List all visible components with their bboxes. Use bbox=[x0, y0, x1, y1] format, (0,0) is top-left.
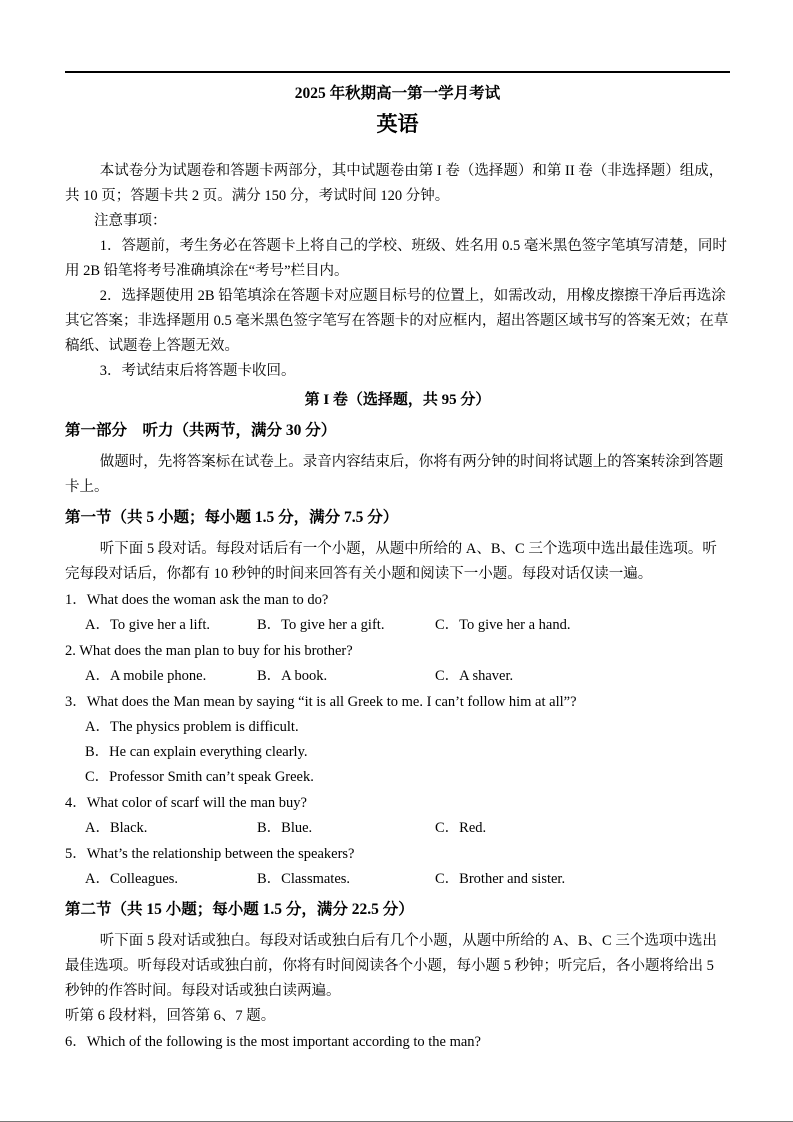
exam-title: 2025 年秋期高一第一学月考试 bbox=[294, 85, 501, 102]
question-text: 2. What does the man plan to buy for his brother? bbox=[65, 643, 353, 659]
part1-intro: 做题时，先将答案标在试卷上。录音内容结束后，你将有两分钟的时间将试题上的答案转涂到答题卡上。 bbox=[65, 454, 724, 495]
option: C．A shaver. bbox=[435, 668, 514, 684]
question-block bbox=[65, 588, 730, 638]
question-block bbox=[65, 791, 730, 841]
question-block bbox=[65, 639, 730, 689]
option: C．Brother and sister. bbox=[435, 871, 566, 887]
option: B．A book. bbox=[257, 668, 328, 684]
question-text: 1．What does the woman ask the man to do? bbox=[65, 592, 329, 608]
subject-title: 英语 bbox=[376, 112, 419, 136]
option: B．Blue. bbox=[257, 820, 313, 836]
option: A．Colleagues. bbox=[85, 871, 179, 887]
question-options bbox=[65, 613, 730, 638]
question-options bbox=[65, 867, 730, 892]
option: C．To give her a hand. bbox=[435, 617, 571, 633]
question-list bbox=[65, 588, 730, 892]
top-rule bbox=[65, 71, 730, 73]
question-options bbox=[65, 715, 730, 790]
question-block bbox=[65, 842, 730, 892]
option: B．He can explain everything clearly. bbox=[85, 744, 308, 760]
exam-description: 本试卷分为试题卷和答题卡两部分，其中试题卷由第 I 卷（选择题）和第 II 卷（非选择题）组成，共 10 页；答题卡共 2 页。满分 150 分，考试时间 120 分钟。 bbox=[65, 163, 724, 204]
question-text: 4．What color of scarf will the man buy? bbox=[65, 795, 307, 811]
option: C．Professor Smith can’t speak Greek. bbox=[85, 769, 314, 785]
question-text: 5．What’s the relationship between the speakers? bbox=[65, 846, 355, 862]
section1-heading: 第一节（共 5 小题；每小题 1.5 分，满分 7.5 分） bbox=[65, 509, 399, 526]
option: A．The physics problem is difficult. bbox=[85, 719, 299, 735]
section2-heading: 第二节（共 15 小题；每小题 1.5 分，满分 22.5 分） bbox=[65, 901, 414, 918]
notice-item-1: 1．答题前，考生务必在答题卡上将自己的学校、班级、姓名用 0.5 毫米黑色签字笔填写清楚，同时用 2B 铅笔将考号准确填涂在“考号”栏目内。 bbox=[65, 238, 727, 279]
option: A．Black. bbox=[85, 820, 148, 836]
notice-item-2: 2．选择题使用 2B 铅笔填涂在答题卡对应题目标号的位置上，如需改动，用橡皮擦擦干净后再选涂其它答案；非选择题用 0.5 毫米黑色签字笔写在答题卡的对应框内，超出答题区域书写的答案无效；在草稿纸、试题卷上答题无效。 bbox=[65, 288, 729, 354]
option: A．To give her a lift. bbox=[85, 617, 211, 633]
option: A．A mobile phone. bbox=[85, 668, 207, 684]
option: B．Classmates. bbox=[257, 871, 351, 887]
question-options bbox=[65, 816, 730, 841]
section2-intro: 听下面 5 段对话或独白。每段对话或独白后有几个小题，从题中所给的 A、B、C 三个选项中选出最佳选项。听每段对话或独白前，你将有时间阅读各个小题，每小题 5 秒钟；听完后，各小题将给出 5 秒钟的作答时间。每段对话或独白读两遍。 bbox=[65, 933, 717, 999]
notice-title: 注意事项： bbox=[94, 213, 167, 229]
section1-intro: 听下面 5 段对话。每段对话后有一个小题，从题中所给的 A、B、C 三个选项中选出最佳选项。听完每段对话后，你都有 10 秒钟的时间来回答有关小题和阅读下一小题。每段对话仅读一遍。 bbox=[65, 541, 717, 582]
volume1-heading: 第 I 卷（选择题，共 95 分） bbox=[304, 392, 491, 408]
question-block bbox=[65, 690, 730, 790]
material6-line: 听第 6 段材料，回答第 6、7 题。 bbox=[65, 1008, 276, 1024]
notice-item-3: 3．考试结束后将答题卡收回。 bbox=[99, 363, 296, 379]
question-options bbox=[65, 664, 730, 689]
question-text: 3．What does the Man mean by saying “it is all Greek to me. I can’t follow him at all”? bbox=[65, 694, 577, 710]
question-6-text: 6．Which of the following is the most important according to the man? bbox=[65, 1034, 481, 1050]
option: C．Red. bbox=[435, 820, 487, 836]
option: B．To give her a gift. bbox=[257, 617, 385, 633]
part1-heading: 第一部分 听力（共两节，满分 30 分） bbox=[65, 422, 337, 439]
